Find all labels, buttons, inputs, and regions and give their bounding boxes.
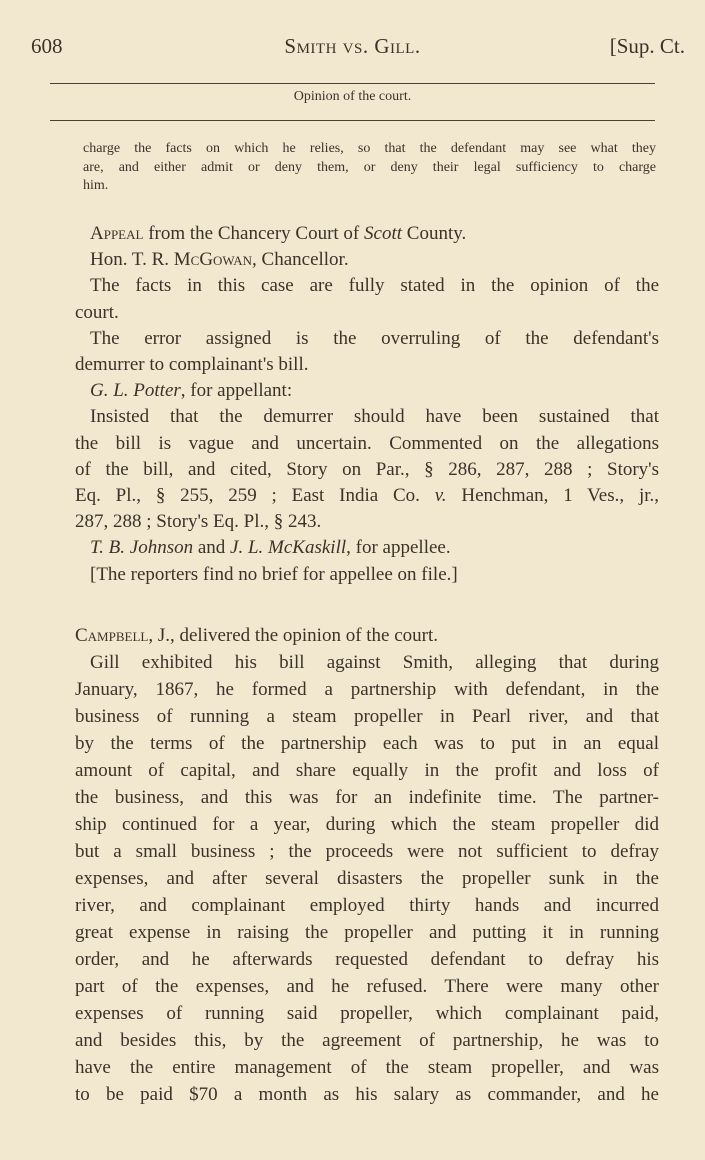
text-segment: by the terms of the partnership each was to put in an equal [75, 733, 659, 754]
text-segment: order, and he afterwards requested defendant to defray his [75, 949, 659, 970]
text-line [75, 247, 659, 273]
text-line [75, 757, 659, 784]
text-segment: Insisted that the demurrer should have been sustained that [90, 406, 659, 428]
running-title: Smith vs. Gill. [284, 34, 421, 58]
text-segment: amount of capital, and share equally in the profit and loss of [75, 760, 659, 781]
text-line [75, 457, 659, 483]
text-segment: from the Chancery Court of [143, 223, 365, 244]
text-segment: Eq. Pl., § 255, 259 ; East India Co. [75, 485, 435, 507]
text-line [75, 622, 659, 649]
text-line [75, 1000, 659, 1027]
text-line [75, 221, 659, 247]
text-line [75, 649, 659, 676]
text-line [75, 811, 659, 838]
text-line [75, 1027, 659, 1054]
text-segment: the bill is vague and uncertain. Commented on the allegations [75, 432, 659, 454]
text-segment: 287, 288 ; Story's Eq. Pl., § 243. [75, 511, 322, 533]
text-segment: expenses, and after several disasters the propeller sunk in the [75, 868, 659, 889]
text-segment: and besides this, by the agreement of partnership, he was to [75, 1030, 659, 1051]
text-line [75, 973, 659, 1000]
text-line [75, 483, 659, 509]
text-segment: of the bill, and cited, Story on Par., § 286, 287, 288 ; Story's [75, 458, 659, 480]
text-segment: but a small business ; the proceeds were not sufficient to defray [75, 841, 659, 862]
text-line [75, 509, 659, 535]
opinion-block [75, 622, 659, 1108]
italic-text: Scott [364, 223, 403, 244]
case-header-block [75, 221, 659, 588]
text-line [75, 676, 659, 703]
text-segment: part of the expenses, and he refused. There were many other [75, 976, 659, 997]
text-segment: , Chancellor. [252, 249, 349, 271]
text-segment: and [193, 537, 231, 559]
text-segment: January, 1867, he formed a partnership with defendant, in the [75, 679, 659, 700]
text-segment: [The reporters find no brief for appellee on file.] [90, 563, 458, 585]
text-segment: ship continued for a year, during which the steam propeller did [75, 814, 659, 835]
italic-text: J. L. McKaskill [230, 537, 347, 559]
text-line [75, 838, 659, 865]
text-segment: great expense in raising the propeller and putting it in running [75, 922, 659, 943]
text-line [75, 730, 659, 757]
text-line [75, 562, 659, 588]
text-segment: , for appellant: [180, 380, 293, 402]
text-line [75, 892, 659, 919]
text-segment: have the entire management of the steam propeller, and was [75, 1057, 659, 1078]
text-line [75, 352, 659, 378]
text-line [75, 273, 659, 299]
text-line [75, 784, 659, 811]
text-segment: The facts in this case are fully stated in the opinion of the [90, 275, 659, 297]
text-segment: , J., delivered the opinion of the court. [148, 625, 439, 646]
text-line [75, 378, 659, 404]
text-line [75, 946, 659, 973]
italic-text: G. L. Potter [90, 380, 181, 402]
small-caps-text: Campbell [75, 625, 149, 646]
italic-text: v. [434, 485, 447, 507]
small-caps-text: Appeal [90, 223, 144, 244]
text-segment: to be paid $70 a month as his salary as commander, and he [75, 1084, 659, 1105]
text-line [75, 1054, 659, 1081]
text-line [83, 177, 656, 196]
text-line [83, 159, 656, 178]
text-line [75, 431, 659, 457]
text-segment: are, and either admit or deny them, or deny their legal sufficiency to charge [83, 159, 656, 175]
text-line [75, 326, 659, 352]
italic-text: T. B. Johnson [90, 537, 194, 559]
bottom-rule [50, 120, 655, 121]
text-segment: river, and complainant employed thirty hands and incurred [75, 895, 659, 916]
page-number: 608 [31, 34, 63, 58]
text-line [83, 140, 656, 159]
text-line [75, 919, 659, 946]
text-segment: business of running a steam propeller in Pearl river, and that [75, 706, 659, 727]
text-segment: County. [402, 223, 467, 244]
text-segment: court. [75, 301, 119, 323]
text-segment: Henchman, 1 Ves., jr., [446, 485, 659, 507]
text-segment: him. [83, 178, 109, 193]
text-segment: , for appellee. [346, 537, 451, 559]
text-segment: expenses of running said propeller, which complainant paid, [75, 1003, 659, 1024]
text-line [75, 703, 659, 730]
text-line [75, 1081, 659, 1108]
text-segment: The error assigned is the overruling of the defendant's [90, 327, 659, 349]
top-rule [50, 83, 655, 84]
text-line [75, 404, 659, 430]
headnote [83, 140, 656, 196]
text-line [75, 535, 659, 561]
text-segment: charge the facts on which he relies, so that the defendant may see what they [83, 141, 656, 156]
text-segment: the business, and this was for an indefinite time. The partner- [75, 787, 659, 808]
text-segment: Hon. T. R. [90, 249, 174, 271]
court-label: [Sup. Ct. [609, 34, 685, 58]
text-line [75, 865, 659, 892]
text-segment: Gill exhibited his bill against Smith, alleging that during [90, 652, 659, 673]
small-caps-text: McGowan [173, 249, 253, 271]
text-segment: demurrer to complainant's bill. [75, 354, 309, 376]
section-subheading: Opinion of the court. [293, 89, 412, 104]
text-line [75, 300, 659, 326]
